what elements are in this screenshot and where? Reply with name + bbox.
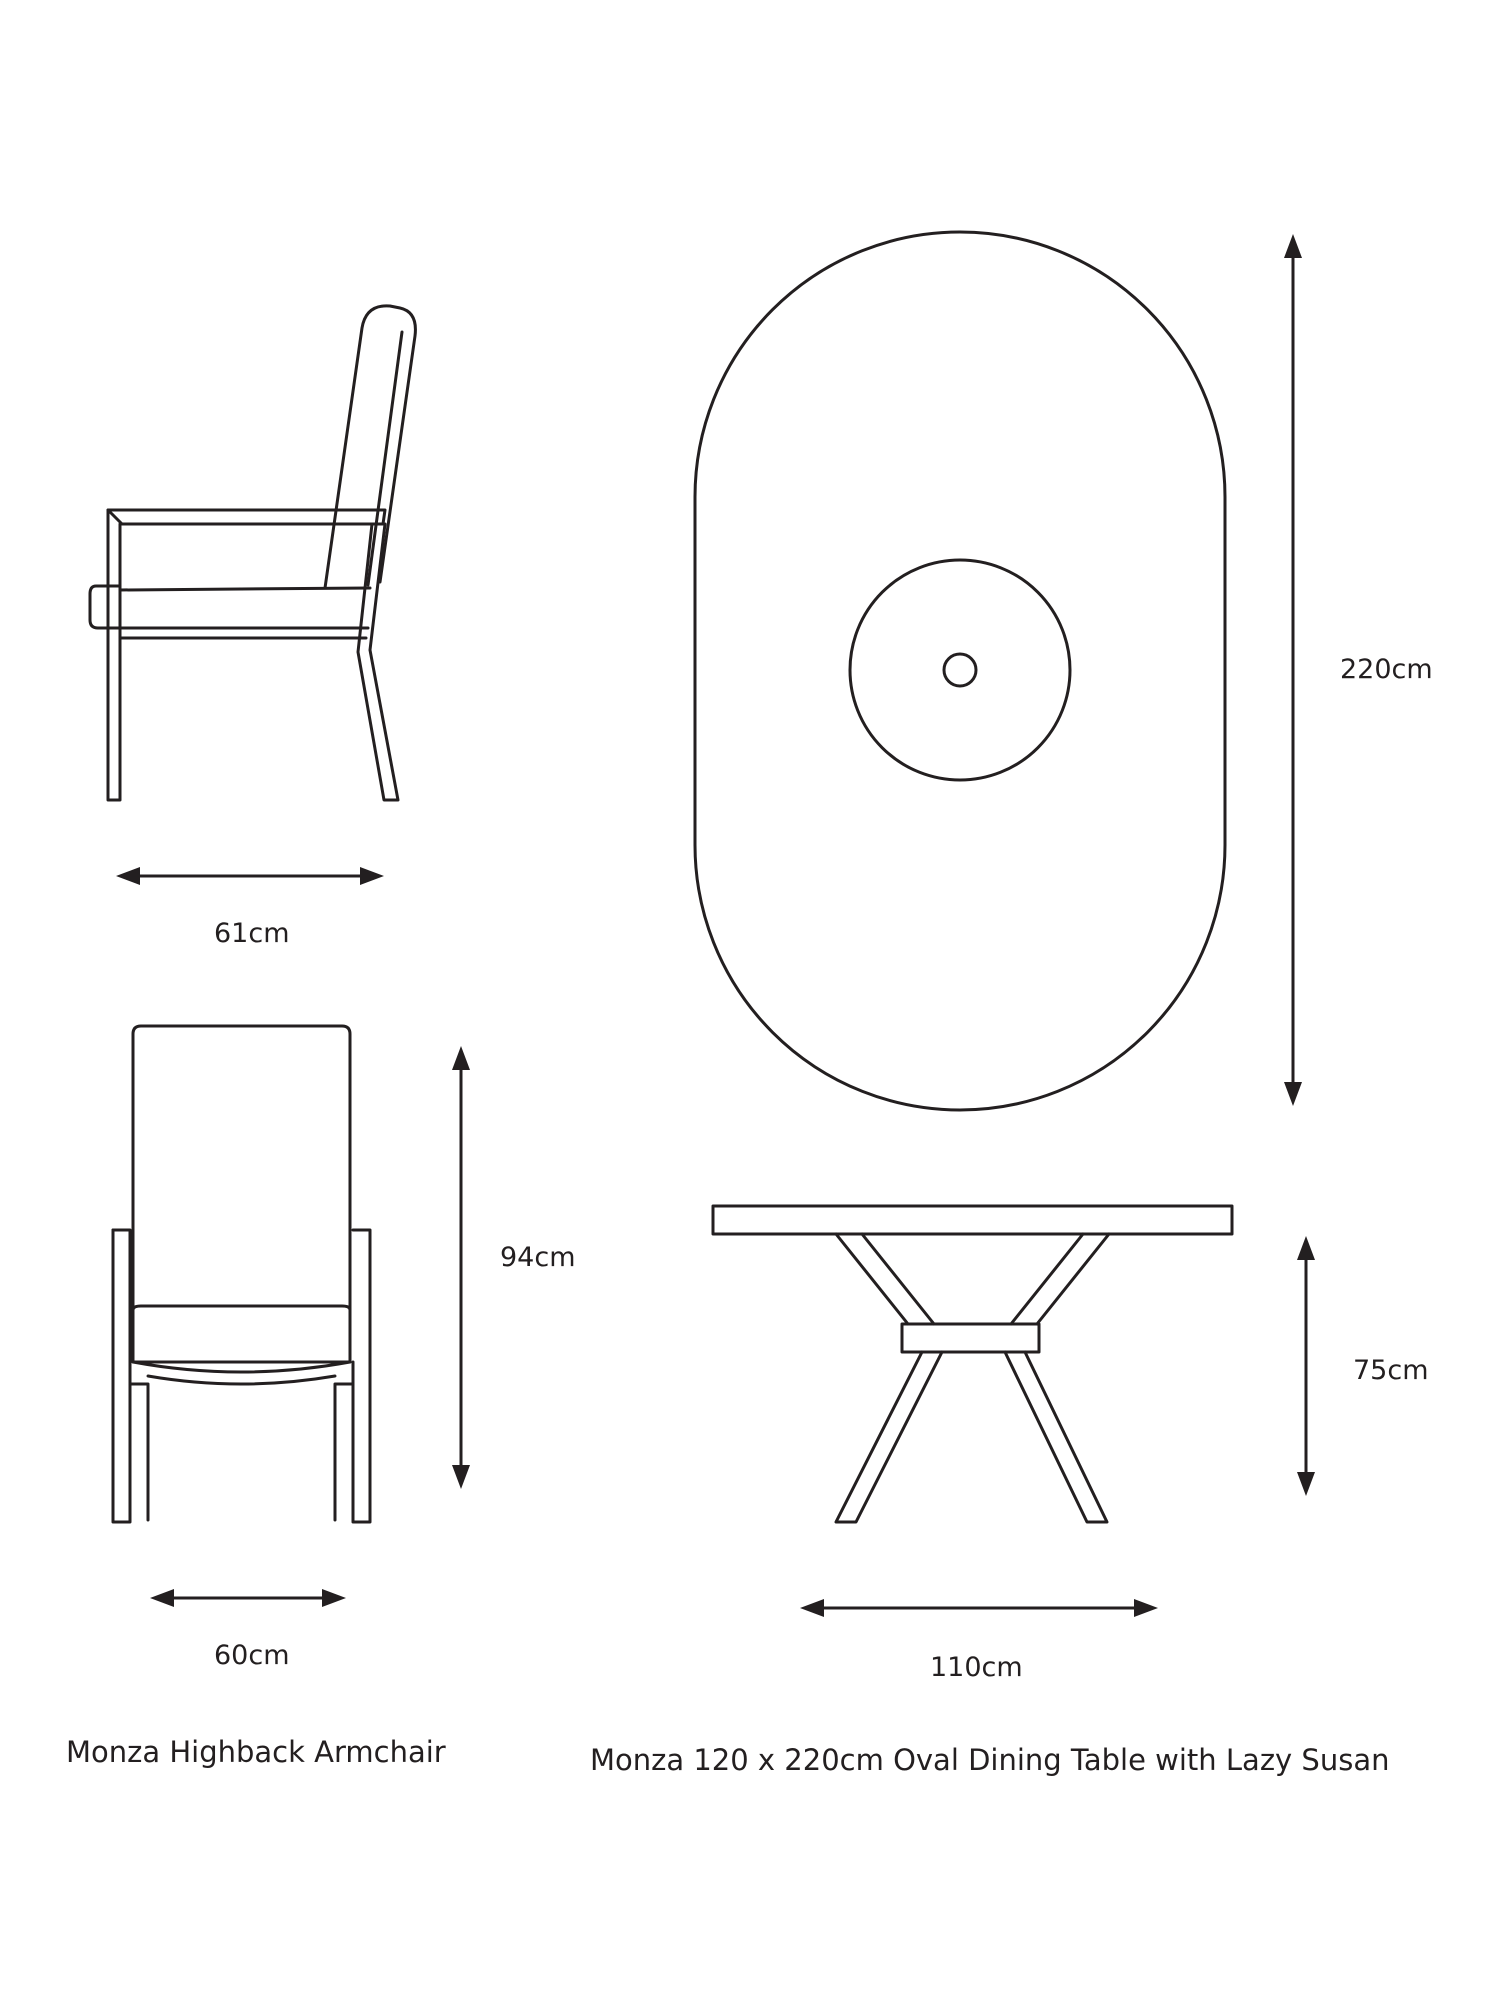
chair-width-label: 60cm — [214, 1640, 290, 1671]
table-top-view — [695, 232, 1225, 1110]
chair-front-view — [113, 1026, 370, 1522]
table-width-label: 110cm — [930, 1652, 1023, 1683]
tabletop-side — [713, 1206, 1232, 1234]
table-width-arrow — [800, 1599, 1158, 1617]
chair-depth-label: 61cm — [214, 918, 290, 949]
chair-width-arrow — [150, 1589, 346, 1607]
oval-tabletop — [695, 232, 1225, 1110]
table-side-view — [713, 1206, 1232, 1522]
table-length-label: 220cm — [1340, 654, 1433, 685]
chair-height-arrow — [452, 1046, 470, 1489]
chair-side-view — [90, 306, 415, 800]
chair-height-label: 94cm — [500, 1242, 576, 1273]
lazy-susan — [850, 560, 1070, 780]
table-height-label: 75cm — [1353, 1355, 1429, 1386]
leg-hub — [902, 1324, 1039, 1352]
parasol-hole — [944, 654, 976, 686]
table-caption: Monza 120 x 220cm Oval Dining Table with Lazy Susan — [590, 1743, 1390, 1777]
chair-caption: Monza Highback Armchair — [66, 1735, 446, 1769]
chair-depth-arrow — [116, 867, 384, 885]
table-length-arrow — [1284, 234, 1302, 1106]
table-height-arrow — [1297, 1236, 1315, 1496]
